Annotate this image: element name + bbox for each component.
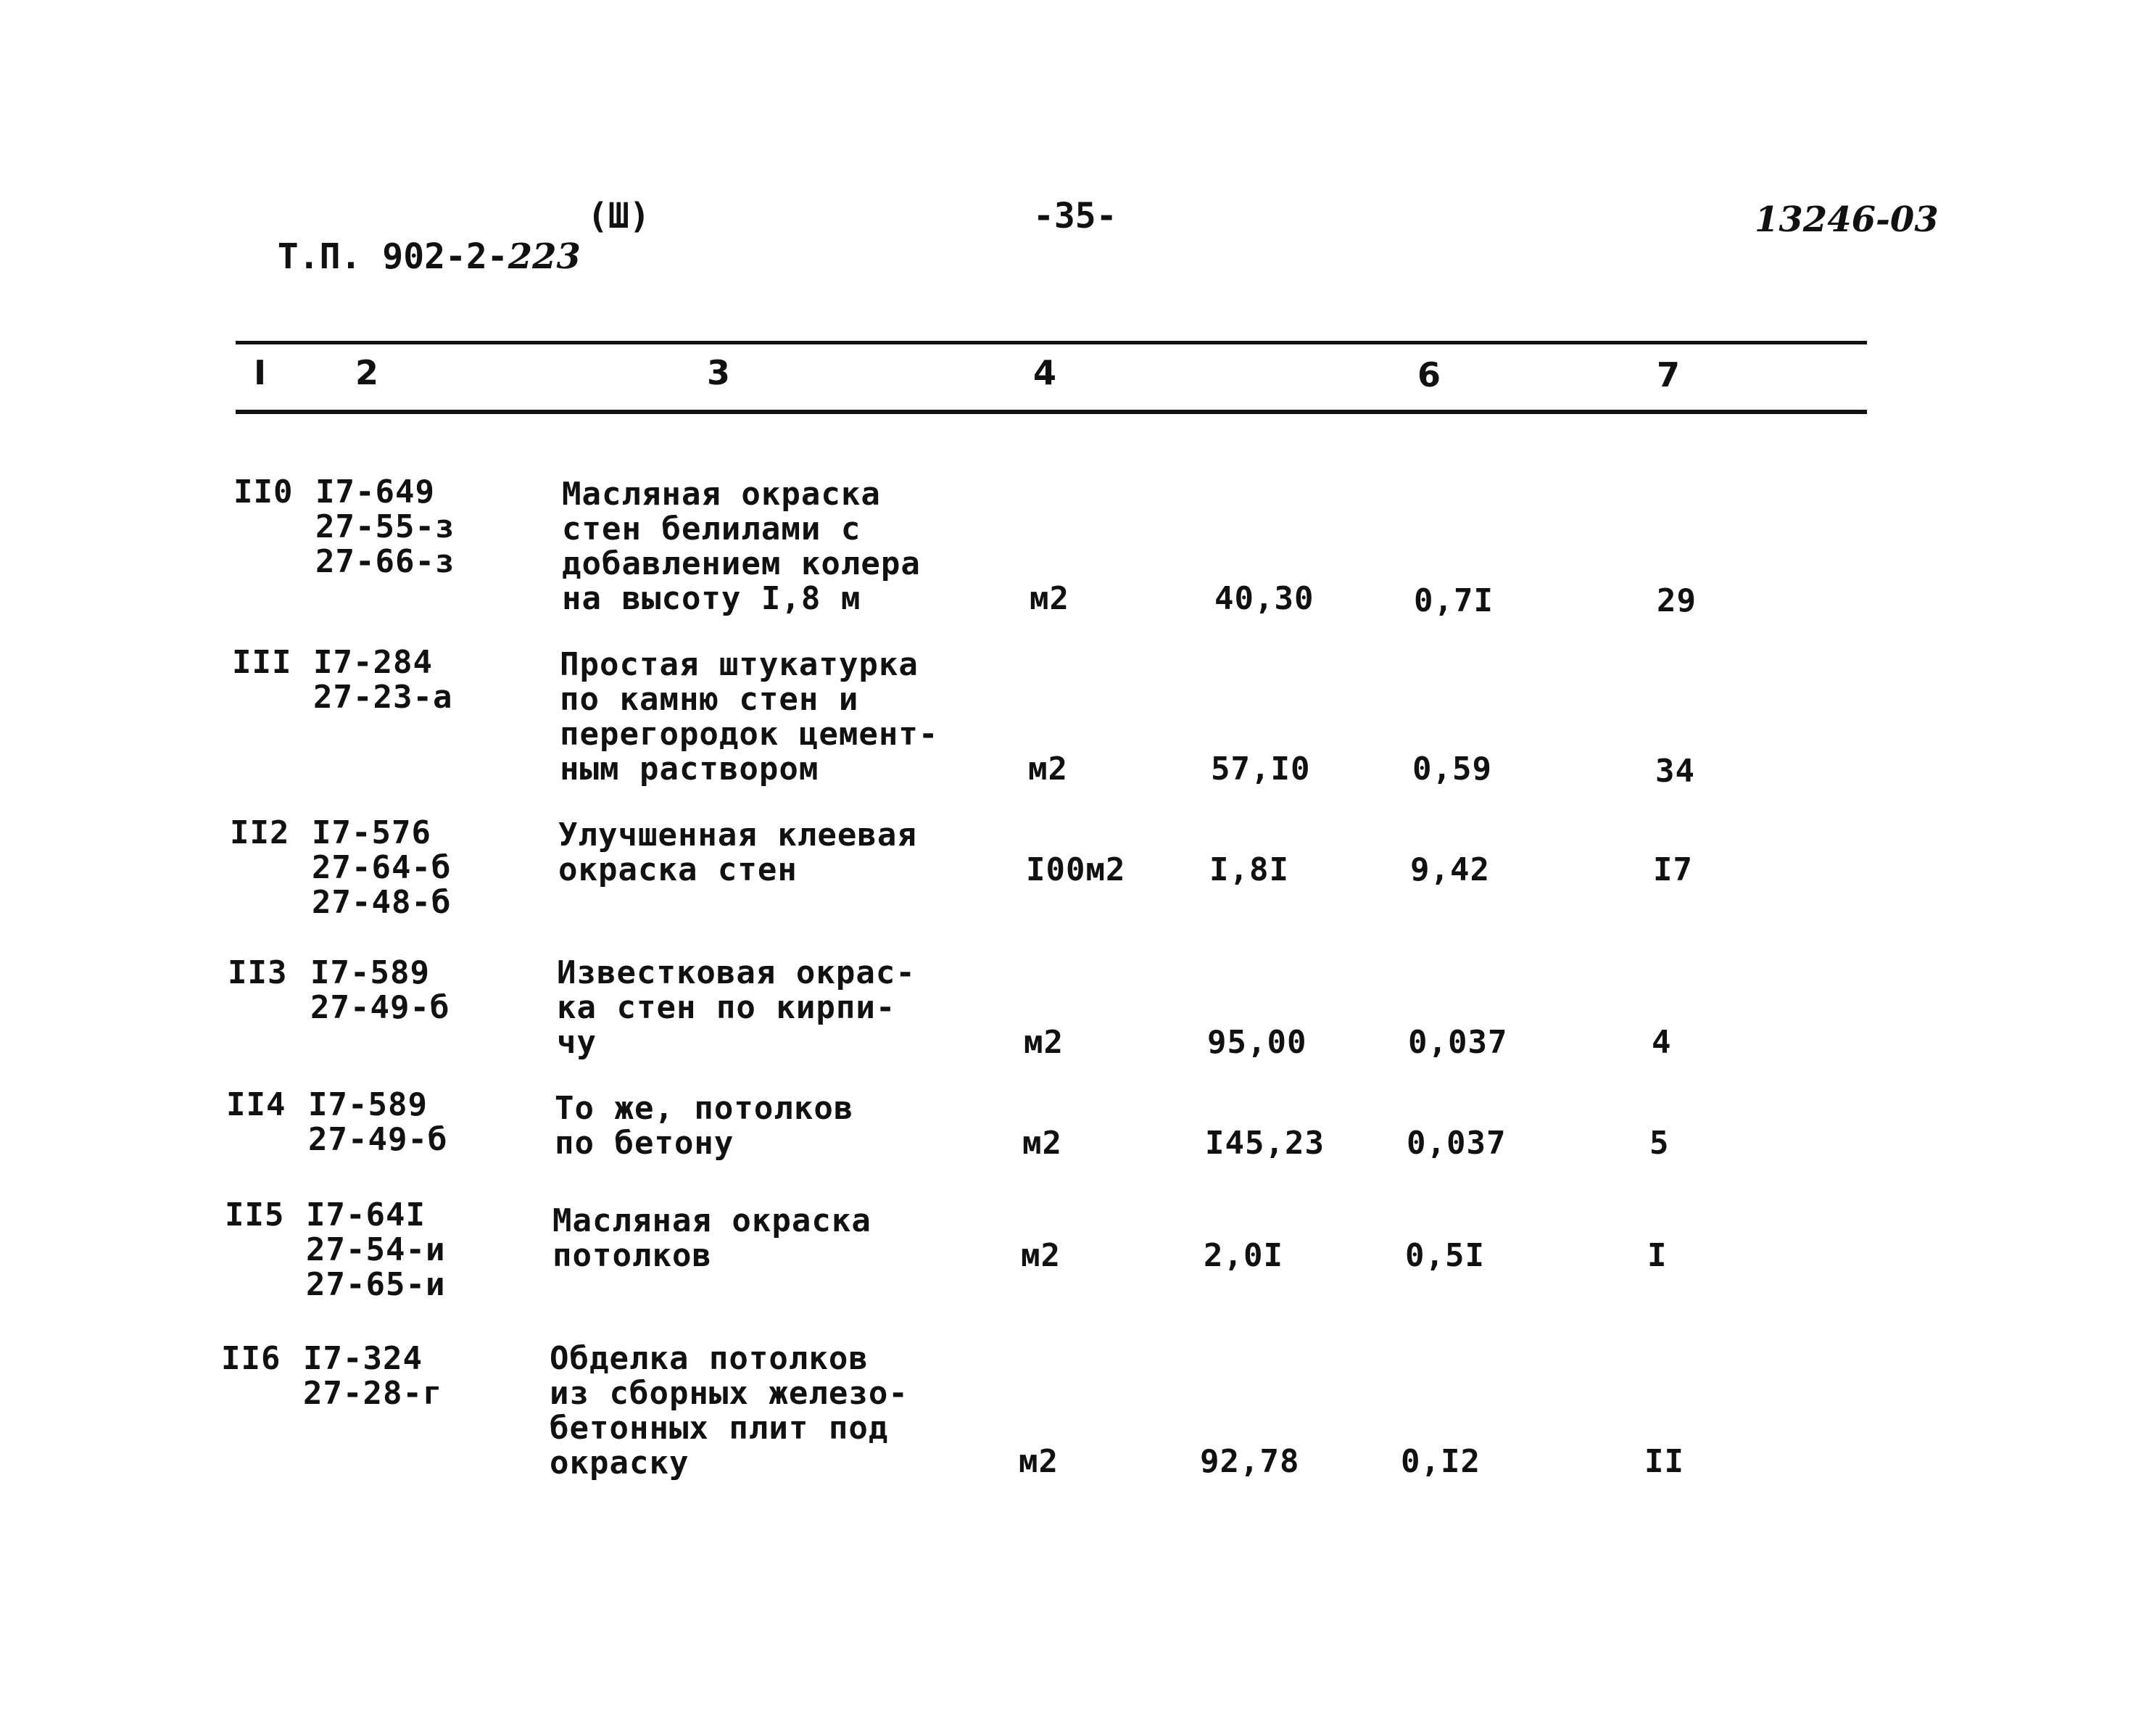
total: II (1644, 1443, 1684, 1480)
norm-code: 27-49-б (308, 1121, 448, 1158)
norm-value: 0,59 (1412, 751, 1492, 788)
work-description-line: по бетону (555, 1125, 734, 1162)
column-header-3: 3 (707, 353, 731, 392)
work-description-line: Обделка потолков (550, 1340, 869, 1377)
total: 29 (1657, 582, 1697, 619)
norm-value: 0,037 (1407, 1125, 1507, 1162)
unit: м2 (1019, 1443, 1059, 1480)
total: 4 (1652, 1024, 1672, 1061)
quantity: 57,I0 (1211, 751, 1311, 788)
norm-code: I7-324 (303, 1340, 423, 1377)
norm-value: 0,037 (1408, 1024, 1508, 1061)
document-code-prefix: Т.П. 902-2- (277, 236, 508, 277)
total: 34 (1655, 753, 1695, 790)
norm-code: 27-65-и (306, 1266, 446, 1303)
document-part: (Ш) (587, 196, 650, 236)
unit: м2 (1024, 1024, 1064, 1061)
norm-value: 0,7I (1414, 582, 1494, 619)
row-number: II6 (221, 1340, 281, 1377)
work-description-line: окраску (550, 1444, 690, 1481)
column-header-7: 7 (1657, 355, 1681, 394)
work-description-line: ка стен по кирпи- (557, 989, 896, 1026)
norm-code: 27-55-з (315, 508, 455, 545)
row-number: II0 (233, 474, 294, 511)
norm-code: 27-28-г (303, 1375, 443, 1412)
document-code (236, 196, 581, 277)
work-description-line: Масляная окраска (552, 1202, 871, 1239)
quantity: 40,30 (1214, 580, 1314, 617)
total: I (1647, 1237, 1668, 1274)
norm-code: I7-589 (308, 1086, 428, 1123)
quantity: I45,23 (1205, 1125, 1325, 1162)
table-top-rule (236, 341, 1867, 344)
work-description-line: окраска стен (558, 851, 798, 888)
document-code-number: 223 (508, 236, 581, 277)
work-description-line: бетонных плит под (550, 1410, 889, 1447)
work-description-line: Масляная окраска (562, 476, 881, 513)
unit: I00м2 (1026, 851, 1126, 888)
work-description-line: Улучшенная клеевая (558, 817, 917, 853)
work-description-line: То же, потолков (555, 1090, 854, 1127)
quantity: I,8I (1209, 851, 1289, 888)
work-description-line: Известковая окрас- (557, 954, 916, 991)
total: 5 (1649, 1125, 1670, 1162)
column-header-6: 6 (1417, 355, 1441, 394)
norm-code: I7-284 (313, 644, 433, 681)
quantity: 95,00 (1207, 1024, 1307, 1061)
total: I7 (1653, 851, 1693, 888)
work-description-line: добавлением колера (562, 545, 921, 582)
work-description-line: из сборных железо- (550, 1375, 908, 1412)
archive-number: 13246-03 (1755, 199, 1939, 240)
work-description-line: по камню стен и (560, 681, 859, 718)
column-header-2: 2 (355, 353, 379, 392)
row-number: III (232, 644, 292, 681)
work-description-line: ным раствором (560, 751, 819, 788)
norm-code: I7-649 (315, 474, 435, 511)
norm-code: I7-589 (310, 954, 430, 991)
norm-code: 27-49-б (310, 989, 450, 1026)
unit: м2 (1021, 1237, 1061, 1274)
norm-value: 0,5I (1405, 1237, 1485, 1274)
work-description-line: на высоту I,8 м (562, 580, 861, 617)
norm-code: 27-54-и (306, 1231, 446, 1268)
row-number: II5 (225, 1196, 285, 1233)
row-number: II3 (228, 954, 288, 991)
norm-code: 27-48-б (312, 884, 452, 921)
row-number: II2 (230, 814, 290, 851)
work-description-line: перегородок цемент- (560, 716, 939, 753)
column-header-1: I (254, 353, 267, 392)
page-number: -35- (1033, 196, 1117, 236)
row-number: II4 (226, 1086, 286, 1123)
work-description-line: стен белилами с (562, 511, 861, 547)
norm-value: 9,42 (1410, 851, 1490, 888)
norm-value: 0,I2 (1401, 1443, 1481, 1480)
norm-code: 27-23-а (313, 679, 453, 716)
quantity: 92,78 (1200, 1443, 1300, 1480)
norm-code: I7-64I (306, 1196, 426, 1233)
quantity: 2,0I (1204, 1237, 1283, 1274)
table-header-rule (236, 410, 1867, 414)
norm-code: 27-66-з (315, 543, 455, 580)
unit: м2 (1028, 751, 1068, 788)
unit: м2 (1030, 580, 1069, 617)
unit: м2 (1022, 1125, 1062, 1162)
column-header-4: 4 (1033, 353, 1057, 392)
work-description-line: Простая штукатурка (560, 646, 919, 683)
work-description-line: чу (557, 1024, 597, 1061)
norm-code: I7-576 (312, 814, 431, 851)
norm-code: 27-64-б (312, 849, 452, 886)
work-description-line: потолков (552, 1237, 712, 1274)
